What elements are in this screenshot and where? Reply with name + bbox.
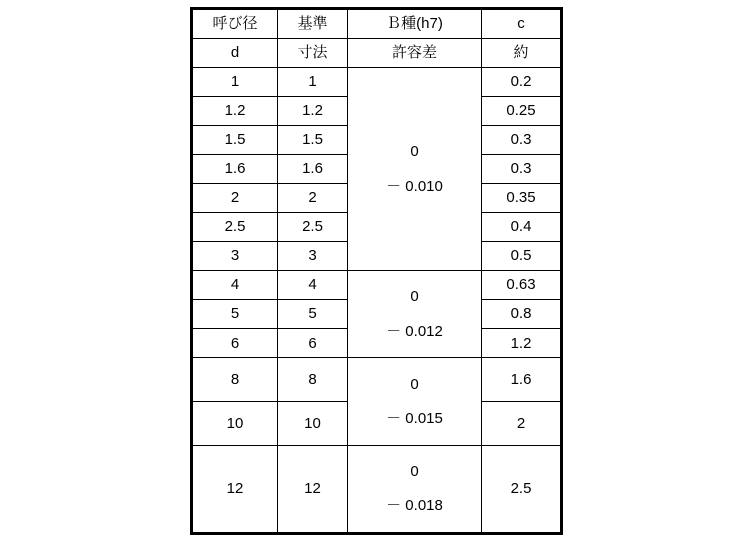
table-row xyxy=(192,358,562,402)
cell-nominal-diameter: 2 xyxy=(192,184,278,213)
cell-basic-dimension: 12 xyxy=(278,445,348,533)
cell-basic-dimension: 1.5 xyxy=(278,126,348,155)
column-subheader-dimension: 寸法 xyxy=(278,39,348,68)
spec-table-wrapper xyxy=(190,7,560,535)
column-subheader-tolerance: 許容差 xyxy=(348,39,482,68)
cell-basic-dimension: 1.6 xyxy=(278,155,348,184)
column-header-grade-b: Ｂ種(h7) xyxy=(348,9,482,39)
cell-c-value: 1.2 xyxy=(482,329,562,358)
cell-tolerance-group-3 xyxy=(348,358,482,445)
cell-c-value: 2 xyxy=(482,401,562,445)
table-row xyxy=(192,68,562,97)
cell-basic-dimension: 1.2 xyxy=(278,97,348,126)
cell-nominal-diameter: 3 xyxy=(192,242,278,271)
column-subheader-d: d xyxy=(192,39,278,68)
cell-c-value: 0.5 xyxy=(482,242,562,271)
cell-basic-dimension: 6 xyxy=(278,329,348,358)
cell-nominal-diameter: 12 xyxy=(192,445,278,533)
tolerance-upper: 0 xyxy=(410,462,419,480)
cell-basic-dimension: 5 xyxy=(278,300,348,329)
cell-basic-dimension: 2 xyxy=(278,184,348,213)
cell-nominal-diameter: 2.5 xyxy=(192,213,278,242)
cell-basic-dimension: 4 xyxy=(278,271,348,300)
cell-basic-dimension: 3 xyxy=(278,242,348,271)
tolerance-upper: 0 xyxy=(410,375,419,393)
cell-nominal-diameter: 6 xyxy=(192,329,278,358)
cell-c-value: 0.2 xyxy=(482,68,562,97)
tolerance-lower: － 0.018 xyxy=(386,497,443,515)
cell-c-value: 0.4 xyxy=(482,213,562,242)
cell-nominal-diameter: 1.2 xyxy=(192,97,278,126)
tolerance-upper: 0 xyxy=(410,143,419,161)
cell-tolerance-group-2 xyxy=(348,271,482,358)
table-header-top-row xyxy=(192,9,562,39)
column-header-c: c xyxy=(482,9,562,39)
table-header-sub-row xyxy=(192,39,562,68)
cell-nominal-diameter: 1 xyxy=(192,68,278,97)
column-header-nominal-diameter: 呼び径 xyxy=(192,9,278,39)
cell-c-value: 0.3 xyxy=(482,126,562,155)
cell-c-value: 0.8 xyxy=(482,300,562,329)
cell-nominal-diameter: 8 xyxy=(192,358,278,402)
tolerance-lower: － 0.012 xyxy=(386,322,443,340)
cell-c-value: 0.35 xyxy=(482,184,562,213)
tolerance-upper: 0 xyxy=(410,288,419,306)
cell-nominal-diameter: 10 xyxy=(192,401,278,445)
cell-basic-dimension: 8 xyxy=(278,358,348,402)
cell-tolerance-group-4 xyxy=(348,445,482,533)
cell-nominal-diameter: 5 xyxy=(192,300,278,329)
cell-c-value: 0.25 xyxy=(482,97,562,126)
cell-c-value: 0.3 xyxy=(482,155,562,184)
table-row xyxy=(192,271,562,300)
cell-c-value: 0.63 xyxy=(482,271,562,300)
column-header-basic-dimension: 基準 xyxy=(278,9,348,39)
cell-basic-dimension: 2.5 xyxy=(278,213,348,242)
cell-nominal-diameter: 1.6 xyxy=(192,155,278,184)
column-subheader-approx: 約 xyxy=(482,39,562,68)
cell-c-value: 1.6 xyxy=(482,358,562,402)
cell-tolerance-group-1 xyxy=(348,68,482,271)
dimension-spec-table xyxy=(190,7,563,535)
cell-basic-dimension: 10 xyxy=(278,401,348,445)
cell-nominal-diameter: 4 xyxy=(192,271,278,300)
cell-basic-dimension: 1 xyxy=(278,68,348,97)
cell-nominal-diameter: 1.5 xyxy=(192,126,278,155)
tolerance-lower: － 0.010 xyxy=(386,177,443,195)
table-row xyxy=(192,445,562,533)
cell-c-value: 2.5 xyxy=(482,445,562,533)
tolerance-lower: － 0.015 xyxy=(386,410,443,427)
